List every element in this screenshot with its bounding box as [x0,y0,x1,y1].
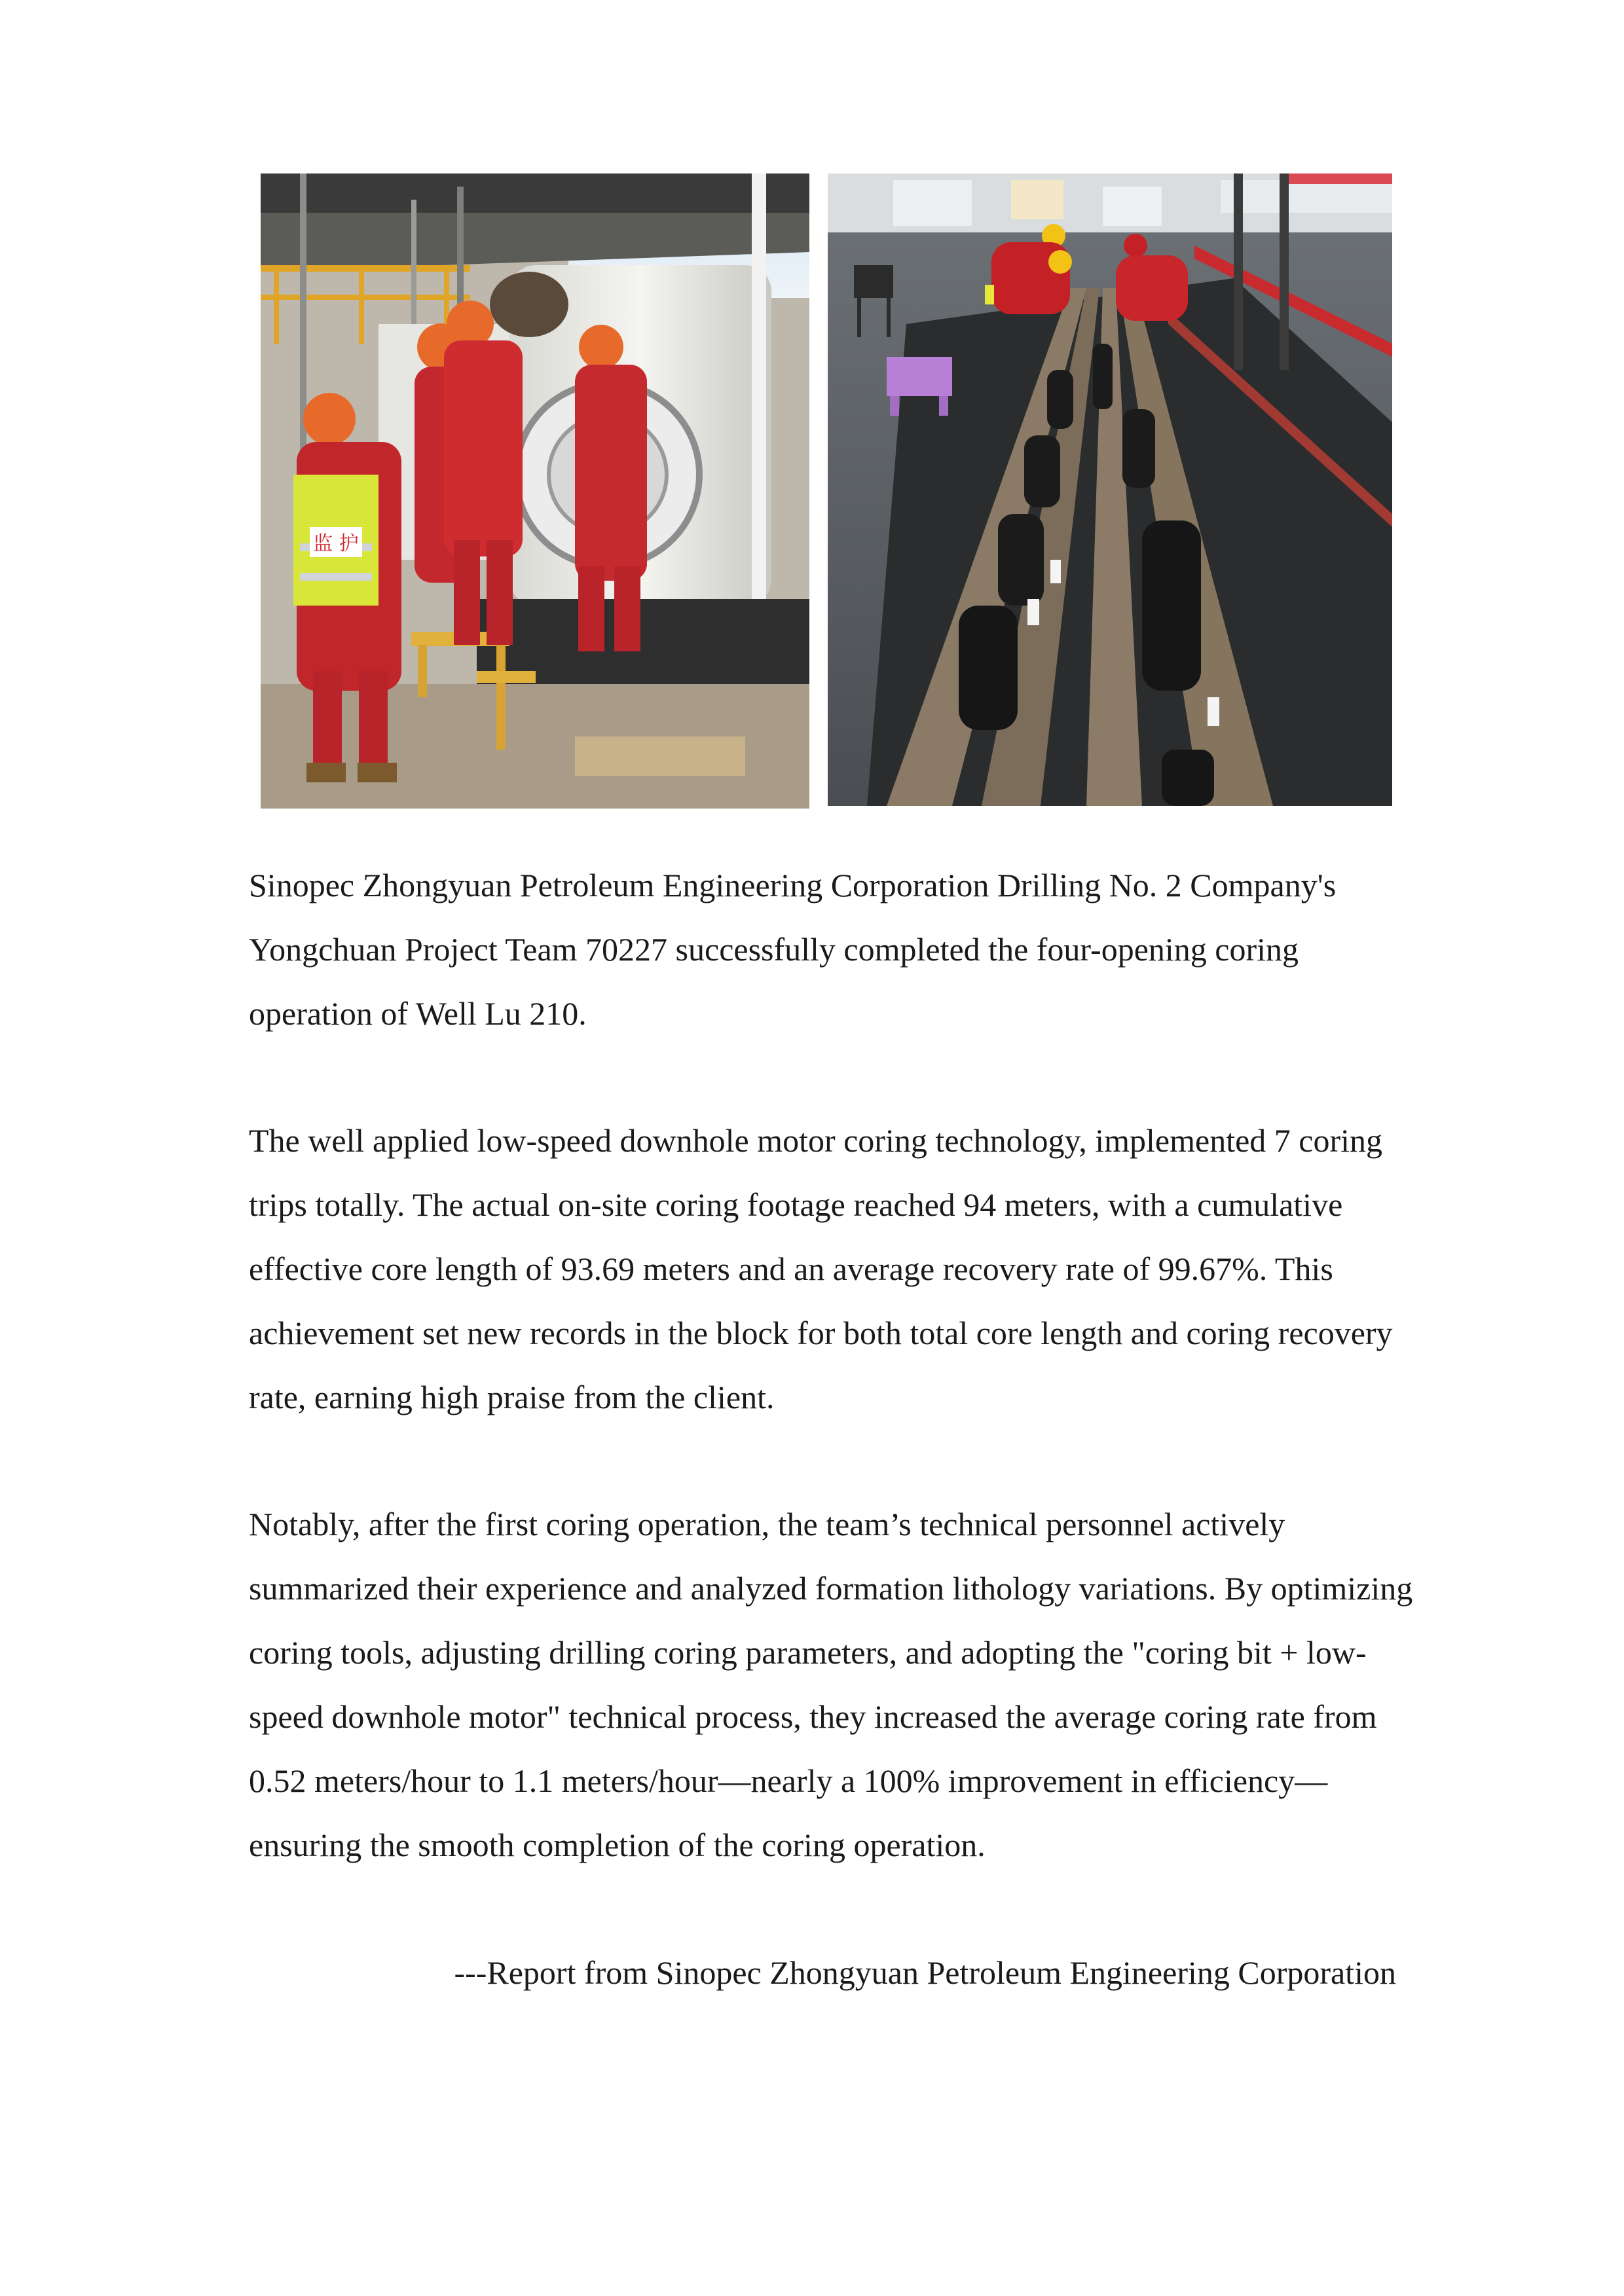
photo-core-barrels-on-rig-floor [828,173,1392,806]
article-paragraph-3 [249,1492,1414,1877]
paragraph-2-text: The well applied low-speed downhole motor coring technology, implemented 7 coring trips totally. The actual on-site coring footage reached 94 meters, with a cumulative effective core length of 93.69 meters and an average recovery rate of 99.67%. This achievement set new records in the block for both total core length and coring recovery rate, earning high praise from the client. [249,1122,1393,1415]
article-paragraph-1 [249,853,1414,1046]
report-signature: ---Report from Sinopec Zhongyuan Petroleum Engineering Corporation [454,1954,1396,1991]
article-paragraph-2 [249,1108,1414,1429]
vest-label-text: 监 护 [313,532,359,555]
paragraph-1-text: Sinopec Zhongyuan Petroleum Engineering Corporation Drilling No. 2 Company's Yongchuan Project Team 70227 successfully completed the four-opening coring operation of Well Lu 210. [249,867,1337,1032]
paragraph-3-text: Notably, after the first coring operation, the team’s technical personnel actively summarized their experience and analyzed formation lithology variations. By optimizing coring tools, adjusting drilling coring parameters, and adopting the "coring bit + low-speed downhole motor" technical process, they increased the average coring rate from 0.52 meters/hour to 1.1 meters/hour—nearly a 100% improvement in efficiency—ensuring the smooth completion of the coring operation. [249,1506,1413,1863]
photo-workers-at-coring-machine [261,173,809,809]
